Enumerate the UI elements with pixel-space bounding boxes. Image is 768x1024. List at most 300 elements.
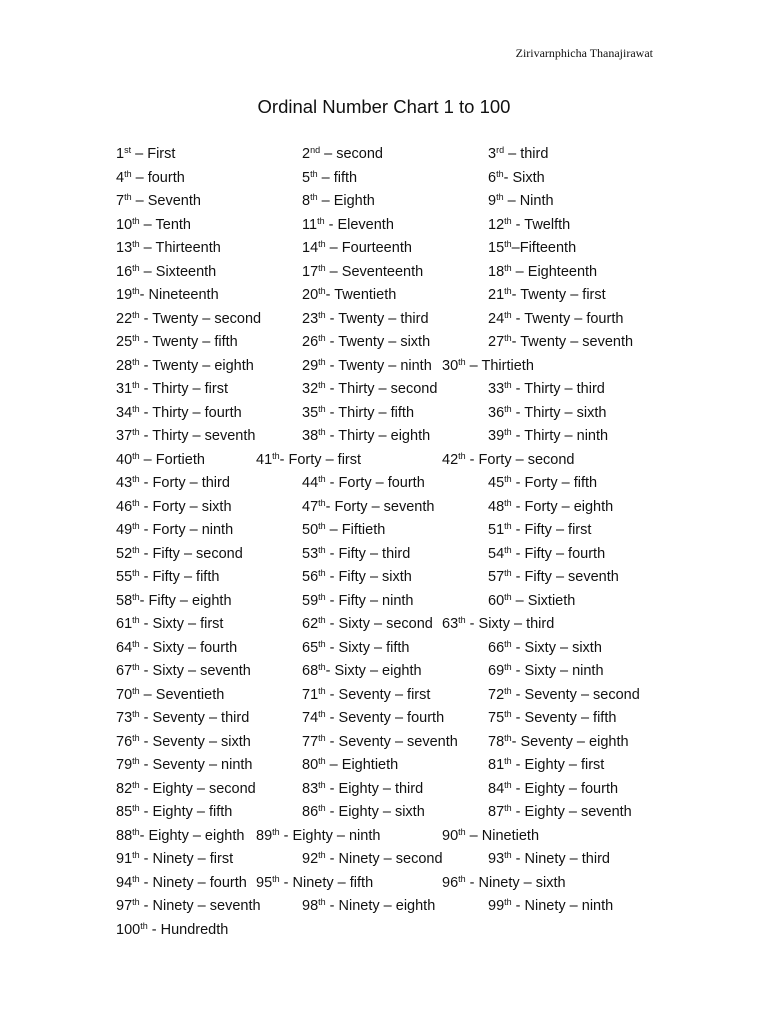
ordinal-word: - Fifty – fifth <box>139 569 220 585</box>
ordinal-entry <box>302 898 435 914</box>
ordinal-number: 56 <box>302 569 319 585</box>
ordinal-number: 5 <box>302 169 311 186</box>
ordinal-word: - Twenty – second <box>139 310 262 327</box>
ordinal-number: 33 <box>488 381 505 397</box>
ordinal-word: - Twentieth <box>325 287 397 303</box>
ordinal-word: – Thirteenth <box>139 240 221 256</box>
ordinal-suffix: th <box>124 168 132 179</box>
ordinal-number: 83 <box>302 780 319 797</box>
ordinal-suffix: th <box>318 709 326 719</box>
ordinal-suffix: th <box>317 215 325 226</box>
ordinal-suffix: th <box>132 756 140 766</box>
ordinal-suffix: th <box>272 826 280 837</box>
ordinal-suffix: th <box>504 850 512 860</box>
ordinal-word: - Thirty – seventh <box>139 428 256 444</box>
ordinal-number: 70 <box>116 686 133 703</box>
ordinal-word: - Ninety – seventh <box>139 898 261 914</box>
ordinal-suffix: th <box>504 427 512 437</box>
ordinal-entry <box>116 593 232 609</box>
ordinal-word: - Ninety – second <box>325 851 443 867</box>
ordinal-entry <box>488 170 545 186</box>
ordinal-word: - Thirty – fifth <box>325 404 415 421</box>
ordinal-entry <box>256 828 380 844</box>
ordinal-suffix: th <box>504 732 512 743</box>
ordinal-entry <box>116 710 249 726</box>
ordinal-entry <box>488 593 575 609</box>
ordinal-row <box>0 170 768 194</box>
ordinal-word: - Sixty – third <box>465 616 555 632</box>
ordinal-number: 61 <box>116 616 133 632</box>
ordinal-word: – Eighteenth <box>511 263 598 280</box>
ordinal-row <box>0 922 768 946</box>
ordinal-row <box>0 734 768 758</box>
ordinal-entry <box>442 452 574 468</box>
ordinal-suffix: th <box>132 521 140 531</box>
ordinal-word: - Forty – second <box>465 451 575 468</box>
ordinal-suffix: th <box>132 568 140 578</box>
ordinal-suffix: th <box>504 215 512 226</box>
ordinal-number: 3 <box>488 146 497 162</box>
ordinal-row <box>0 475 768 499</box>
ordinal-number: 86 <box>302 804 319 820</box>
ordinal-number: 73 <box>116 710 133 726</box>
ordinal-word: – third <box>504 146 549 162</box>
ordinal-row <box>0 828 768 852</box>
ordinal-entry <box>116 687 224 703</box>
ordinal-word: - Seventy – seventh <box>325 733 458 750</box>
ordinal-suffix: th <box>318 286 326 296</box>
ordinal-entry <box>302 640 409 656</box>
ordinal-word: - Twenty – eighth <box>139 357 254 374</box>
ordinal-word: - Twenty – fifth <box>139 334 238 350</box>
ordinal-entry <box>256 875 373 891</box>
ordinal-number: 12 <box>488 216 505 233</box>
ordinal-word: - Sixty – sixth <box>511 639 602 656</box>
ordinal-suffix: th <box>504 897 512 907</box>
ordinal-word: - Sixty – fourth <box>139 639 238 656</box>
ordinal-suffix: th <box>318 732 326 743</box>
ordinal-suffix: th <box>124 192 132 202</box>
ordinal-entry <box>302 663 422 679</box>
ordinal-word: – Seventeenth <box>325 263 424 280</box>
ordinal-number: 54 <box>488 545 505 562</box>
ordinal-word: - Thirty – eighth <box>325 428 431 444</box>
ordinal-word: - Eleventh <box>324 216 394 233</box>
ordinal-entry <box>488 334 633 350</box>
ordinal-number: 97 <box>116 898 133 914</box>
ordinal-word: - Fifty – fourth <box>511 545 606 562</box>
ordinal-entry <box>116 405 242 421</box>
ordinal-suffix: th <box>310 168 318 179</box>
ordinal-suffix: th <box>318 544 326 555</box>
ordinal-word: - Eighty – sixth <box>325 804 425 820</box>
ordinal-row <box>0 640 768 664</box>
ordinal-word: - Eighty – first <box>511 757 605 773</box>
ordinal-word: - Forty – sixth <box>139 498 232 515</box>
ordinal-row <box>0 217 768 241</box>
ordinal-number: 15 <box>488 240 505 256</box>
ordinal-suffix: th <box>132 732 140 743</box>
ordinal-suffix: th <box>504 779 512 790</box>
ordinal-number: 47 <box>302 498 319 515</box>
ordinal-suffix: th <box>504 709 512 719</box>
ordinal-entry <box>302 804 425 820</box>
ordinal-number: 78 <box>488 733 505 750</box>
ordinal-suffix: th <box>318 427 326 437</box>
ordinal-suffix: th <box>318 685 326 696</box>
ordinal-number: 64 <box>116 639 133 656</box>
ordinal-number: 8 <box>302 193 311 209</box>
ordinal-row <box>0 193 768 217</box>
ordinal-suffix: th <box>496 192 504 202</box>
ordinal-entry <box>116 170 185 186</box>
ordinal-number: 28 <box>116 357 133 374</box>
ordinal-row <box>0 499 768 523</box>
ordinal-entry <box>116 193 201 209</box>
ordinal-suffix: th <box>504 474 512 484</box>
ordinal-suffix: th <box>132 356 140 367</box>
ordinal-entry <box>116 828 244 844</box>
ordinal-entry <box>488 546 605 562</box>
ordinal-suffix: th <box>318 897 326 907</box>
ordinal-suffix: th <box>132 709 140 719</box>
ordinal-number: 63 <box>442 616 459 632</box>
ordinal-word: - Eighty – fifth <box>139 804 233 820</box>
ordinal-entry <box>302 851 443 867</box>
ordinal-word: - Ninety – eighth <box>325 898 436 914</box>
ordinal-number: 6 <box>488 169 497 186</box>
ordinal-entry <box>302 334 430 350</box>
ordinal-entry <box>488 640 602 656</box>
ordinal-row <box>0 428 768 452</box>
ordinal-entry <box>488 381 605 397</box>
ordinal-word: - Ninety – fourth <box>139 874 247 891</box>
ordinal-number: 72 <box>488 686 505 703</box>
ordinal-number: 82 <box>116 780 133 797</box>
ordinal-suffix: th <box>504 591 512 602</box>
ordinal-entry <box>302 687 430 703</box>
ordinal-word: – Sixtieth <box>511 592 576 609</box>
ordinal-word: – Sixteenth <box>139 263 217 280</box>
ordinal-suffix: th <box>132 497 140 508</box>
ordinal-number: 7 <box>116 193 125 209</box>
ordinal-word: - Eighty – ninth <box>279 827 381 844</box>
ordinal-entry <box>302 428 430 444</box>
ordinal-entry <box>302 405 414 421</box>
ordinal-suffix: th <box>132 333 140 343</box>
ordinal-entry <box>116 616 223 632</box>
ordinal-word: - Twenty – fourth <box>511 310 624 327</box>
ordinal-suffix: th <box>504 662 512 672</box>
ordinal-number: 24 <box>488 310 505 327</box>
ordinal-entry <box>488 687 640 703</box>
ordinal-row <box>0 710 768 734</box>
ordinal-entry <box>442 358 534 374</box>
ordinal-row <box>0 334 768 358</box>
ordinal-number: 26 <box>302 334 319 350</box>
ordinal-number: 57 <box>488 569 505 585</box>
ordinal-word: – Tenth <box>139 216 191 233</box>
ordinal-number: 87 <box>488 804 505 820</box>
ordinal-entry <box>302 710 444 726</box>
ordinal-number: 25 <box>116 334 133 350</box>
ordinal-row <box>0 146 768 170</box>
ordinal-entry <box>116 522 233 538</box>
ordinal-entry <box>488 499 613 515</box>
ordinal-entry <box>488 428 608 444</box>
ordinal-entry <box>302 757 398 773</box>
ordinal-suffix: th <box>318 615 326 625</box>
ordinal-word: – Eightieth <box>325 757 399 773</box>
ordinal-word: - Ninety – ninth <box>511 898 614 914</box>
ordinal-entry <box>302 616 433 632</box>
ordinal-entry <box>116 569 219 585</box>
ordinal-entry <box>488 146 548 162</box>
ordinal-number: 92 <box>302 851 319 867</box>
ordinal-word: - Seventy – ninth <box>139 757 253 773</box>
ordinal-row <box>0 851 768 875</box>
ordinal-suffix: th <box>458 826 466 837</box>
ordinal-suffix: th <box>504 568 512 578</box>
ordinal-suffix: th <box>318 591 326 602</box>
ordinal-word: - Ninety – third <box>511 851 610 867</box>
ordinal-number: 32 <box>302 381 319 397</box>
ordinal-row <box>0 593 768 617</box>
ordinal-suffix: th <box>318 803 326 813</box>
ordinal-suffix: th <box>318 662 326 672</box>
ordinal-suffix: th <box>458 615 466 625</box>
ordinal-number: 38 <box>302 428 319 444</box>
ordinal-number: 99 <box>488 898 505 914</box>
ordinal-number: 30 <box>442 357 459 374</box>
ordinal-suffix: th <box>132 591 140 602</box>
ordinal-word: - Hundredth <box>147 921 229 938</box>
ordinal-number: 43 <box>116 475 133 491</box>
ordinal-word: - Twenty – third <box>325 310 429 327</box>
ordinal-entry <box>302 146 383 162</box>
ordinal-suffix: th <box>504 497 512 508</box>
ordinal-word: - Forty – ninth <box>139 522 234 538</box>
ordinal-number: 37 <box>116 428 133 444</box>
ordinal-entry <box>488 569 619 585</box>
ordinal-suffix: th <box>504 380 512 390</box>
ordinal-number: 75 <box>488 710 505 726</box>
ordinal-suffix: th <box>272 450 280 461</box>
ordinal-suffix: th <box>132 615 140 625</box>
ordinal-word: – fourth <box>131 169 185 186</box>
ordinal-entry <box>488 663 604 679</box>
ordinal-entry <box>116 287 219 303</box>
ordinal-entry <box>116 264 216 280</box>
document-title: Ordinal Number Chart 1 to 100 <box>257 96 511 117</box>
ordinal-suffix: th <box>318 239 326 249</box>
ordinal-suffix: th <box>318 309 326 320</box>
ordinal-word: - Thirty – sixth <box>511 404 607 421</box>
ordinal-word: - Forty – eighth <box>511 498 614 515</box>
ordinal-number: 27 <box>488 334 505 350</box>
ordinal-number: 44 <box>302 475 319 491</box>
ordinal-suffix: th <box>310 192 318 202</box>
ordinal-number: 95 <box>256 874 273 891</box>
ordinal-word: - Twelfth <box>511 216 571 233</box>
ordinal-word: - Fifty – second <box>139 545 243 562</box>
ordinal-suffix: th <box>318 568 326 578</box>
ordinal-suffix: th <box>318 380 326 390</box>
ordinal-word: - Sixty – second <box>325 616 433 632</box>
ordinal-suffix: th <box>318 521 326 531</box>
ordinal-suffix: th <box>132 897 140 907</box>
ordinal-entry <box>302 569 412 585</box>
ordinal-suffix: th <box>272 873 280 884</box>
ordinal-entry <box>488 264 597 280</box>
ordinal-entry <box>302 240 412 256</box>
ordinal-suffix: nd <box>310 145 321 155</box>
ordinal-word: - Fifty – first <box>511 522 592 538</box>
ordinal-number: 35 <box>302 404 319 421</box>
ordinal-word: - Seventy – fifth <box>511 710 617 726</box>
ordinal-word: – Thirtieth <box>465 357 534 374</box>
ordinal-word: - Sixty – seventh <box>139 663 251 679</box>
ordinal-suffix: th <box>132 427 140 437</box>
ordinal-word: - Eighty – eighth <box>139 827 245 844</box>
ordinal-entry <box>302 170 357 186</box>
ordinal-suffix: th <box>504 403 512 414</box>
ordinal-number: 84 <box>488 780 505 797</box>
ordinal-number: 1 <box>116 146 125 162</box>
ordinal-suffix: th <box>132 239 140 249</box>
ordinal-suffix: th <box>132 803 140 813</box>
ordinal-word: - Twenty – sixth <box>325 334 431 350</box>
ordinal-word: - Seventy – second <box>511 686 640 703</box>
ordinal-word: - Thirty – second <box>325 381 438 397</box>
ordinal-row <box>0 781 768 805</box>
ordinal-row <box>0 405 768 429</box>
ordinal-number: 23 <box>302 310 319 327</box>
ordinal-suffix: rd <box>496 145 505 155</box>
ordinal-entry <box>488 781 618 797</box>
ordinal-suffix: th <box>318 403 326 414</box>
ordinal-word: – Eighth <box>317 193 375 209</box>
ordinal-suffix: th <box>318 850 326 860</box>
ordinal-entry <box>302 546 410 562</box>
ordinal-number: 16 <box>116 263 133 280</box>
ordinal-word: - Fifty – sixth <box>325 569 412 585</box>
ordinal-suffix: th <box>132 474 140 484</box>
ordinal-word: – Fortieth <box>139 451 205 468</box>
ordinal-entry <box>116 452 205 468</box>
ordinal-number: 14 <box>302 240 319 256</box>
ordinal-word: - Eighty – seventh <box>511 804 632 820</box>
ordinal-word: - Forty – third <box>139 475 230 491</box>
ordinal-number: 42 <box>442 451 459 468</box>
ordinal-suffix: th <box>318 356 326 367</box>
ordinal-number: 93 <box>488 851 505 867</box>
ordinal-word: - Fifty – seventh <box>511 569 619 585</box>
ordinal-number: 51 <box>488 522 505 538</box>
ordinal-entry <box>116 334 238 350</box>
ordinal-suffix: th <box>504 803 512 813</box>
ordinal-entry <box>116 475 230 491</box>
ordinal-entry <box>116 499 232 515</box>
ordinal-number: 19 <box>116 287 133 303</box>
ordinal-word: - Forty – fifth <box>511 475 598 491</box>
ordinal-entry <box>302 522 385 538</box>
ordinal-word: - Thirty – third <box>511 381 605 397</box>
ordinal-number: 91 <box>116 851 133 867</box>
ordinal-entry <box>302 781 423 797</box>
ordinal-word: - Forty – first <box>279 451 362 468</box>
ordinal-suffix: th <box>496 168 504 179</box>
ordinal-number: 65 <box>302 639 319 656</box>
ordinal-entry <box>488 710 616 726</box>
ordinal-entry <box>488 851 610 867</box>
ordinal-suffix: th <box>132 544 140 555</box>
ordinal-entry <box>488 405 606 421</box>
ordinal-suffix: th <box>504 756 512 766</box>
ordinal-number: 80 <box>302 757 319 773</box>
ordinal-word: – Ninth <box>503 193 554 209</box>
ordinal-number: 79 <box>116 757 133 773</box>
ordinal-suffix: th <box>132 779 140 790</box>
ordinal-word: - Seventy – sixth <box>139 733 251 750</box>
ordinal-suffix: th <box>132 450 140 461</box>
ordinal-suffix: th <box>504 521 512 531</box>
ordinal-entry <box>302 264 423 280</box>
ordinal-number: 67 <box>116 663 133 679</box>
ordinal-entry <box>488 311 623 327</box>
ordinal-suffix: th <box>132 380 140 390</box>
ordinal-number: 74 <box>302 710 319 726</box>
ordinal-number: 71 <box>302 686 319 703</box>
ordinal-number: 98 <box>302 898 319 914</box>
ordinal-number: 45 <box>488 475 505 491</box>
ordinal-suffix: th <box>504 333 512 343</box>
ordinal-word: - Twenty – first <box>511 287 606 303</box>
ordinal-word: - Twenty – ninth <box>325 357 432 374</box>
ordinal-number: 22 <box>116 310 133 327</box>
ordinal-suffix: th <box>318 474 326 484</box>
ordinal-row <box>0 804 768 828</box>
ordinal-entry <box>116 358 254 374</box>
ordinal-entry <box>488 522 591 538</box>
ordinal-number: 34 <box>116 404 133 421</box>
ordinal-number: 10 <box>116 216 133 233</box>
ordinal-entry <box>488 757 604 773</box>
ordinal-entry <box>488 804 632 820</box>
ordinal-list <box>0 146 768 945</box>
ordinal-suffix: th <box>132 685 140 696</box>
ordinal-word: - Seventy – first <box>325 686 431 703</box>
ordinal-number: 39 <box>488 428 505 444</box>
ordinal-suffix: th <box>132 309 140 320</box>
ordinal-entry <box>302 358 432 374</box>
ordinal-suffix: th <box>504 685 512 696</box>
ordinal-number: 68 <box>302 663 319 679</box>
ordinal-number: 17 <box>302 263 319 280</box>
ordinal-row <box>0 311 768 335</box>
ordinal-entry <box>116 640 237 656</box>
ordinal-entry <box>488 217 570 233</box>
ordinal-suffix: th <box>318 262 326 273</box>
ordinal-suffix: th <box>318 779 326 790</box>
ordinal-entry <box>116 851 233 867</box>
ordinal-number: 66 <box>488 639 505 656</box>
ordinal-entry <box>116 781 256 797</box>
ordinal-word: - Eighty – third <box>325 780 424 797</box>
ordinal-suffix: th <box>132 262 140 273</box>
ordinal-word: - Thirty – first <box>139 381 229 397</box>
ordinal-word: - Seventy – fourth <box>325 710 445 726</box>
